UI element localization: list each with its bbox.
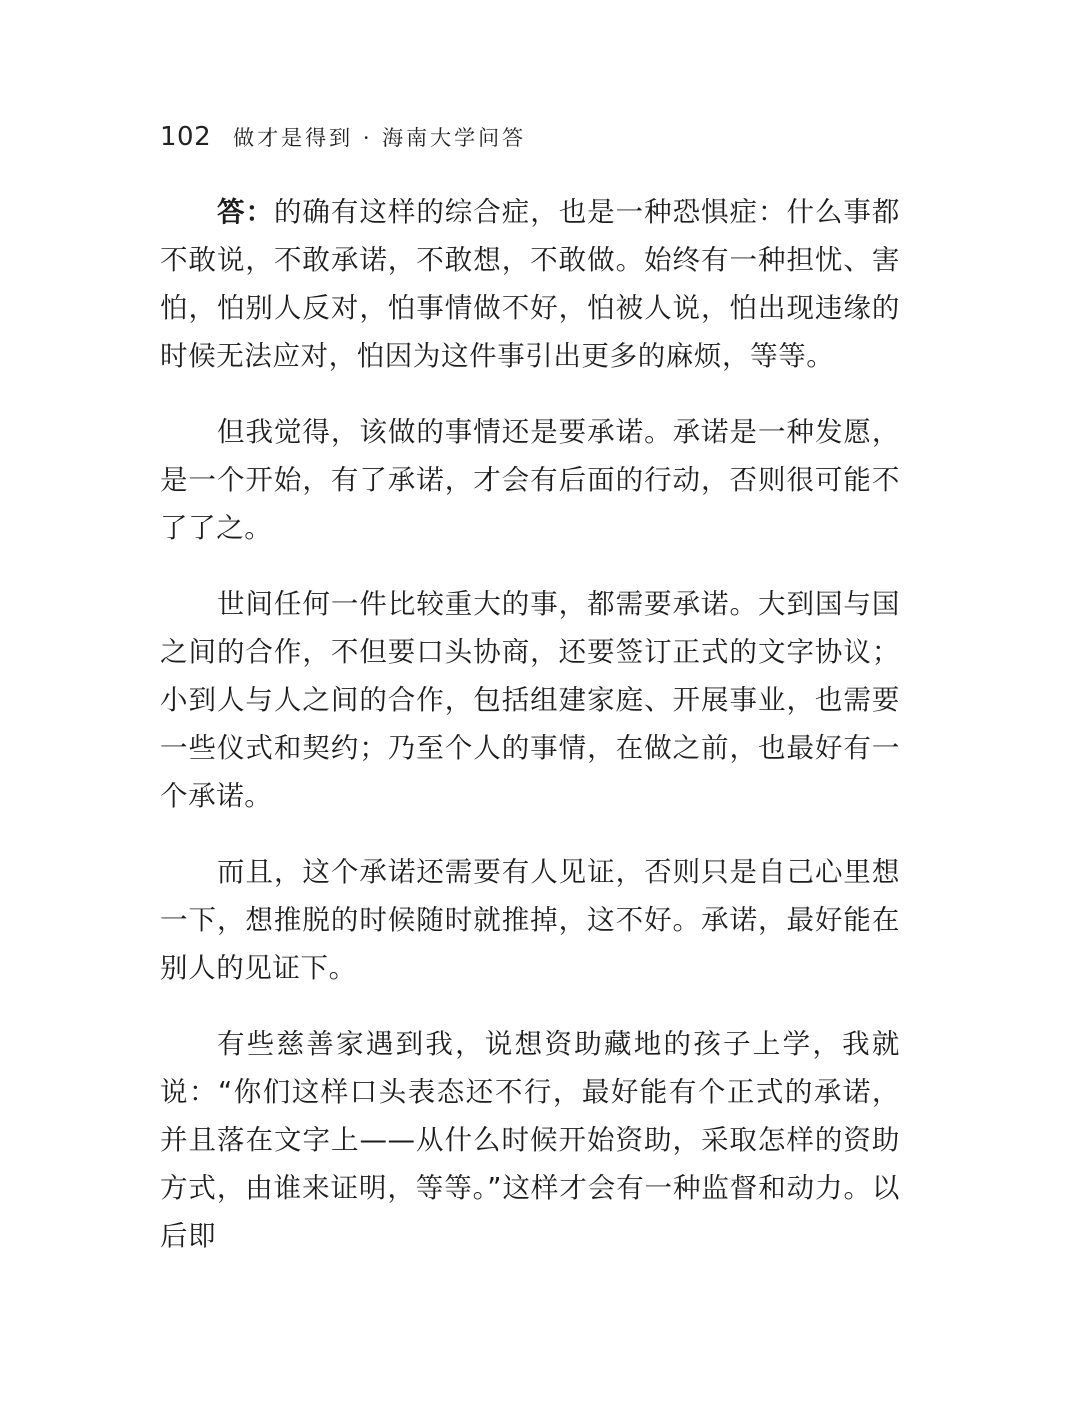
paragraph-4: 而且，这个承诺还需要有人见证，否则只是自己心里想一下，想推脱的时候随时就推掉，这不好。承诺，最好能在别人的见证下。 [160, 856, 900, 984]
body-text [160, 188, 900, 1288]
paragraph-3: 世间任何一件比较重大的事，都需要承诺。大到国与国之间的合作，不但要口头协商，还要签订正式的文字协议；小到人与人之间的合作，包括组建家庭、开展事业，也需要一些仪式和契约；乃至个人的事情，在做之前，也最好有一个承诺。 [160, 588, 900, 812]
answer-mark: 答： [217, 196, 274, 228]
running-title: 做才是得到 · 海南大学问答 [233, 126, 527, 150]
paragraph-1 [160, 188, 900, 380]
page-header [160, 122, 526, 158]
page-number: 102 [160, 122, 212, 152]
paragraph-1-text: 的确有这样的综合症，也是一种恐惧症：什么事都不敢说，不敢承诺，不敢想，不敢做。始终有一种担忧、害怕，怕别人反对，怕事情做不好，怕被人说，怕出现违缘的时候无法应对，怕因为这件事引出更多的麻烦，等等。 [160, 196, 900, 372]
paragraph-2: 但我觉得，该做的事情还是要承诺。承诺是一种发愿，是一个开始，有了承诺，才会有后面的行动，否则很可能不了了之。 [160, 416, 900, 544]
paragraph-5: 有些慈善家遇到我，说想资助藏地的孩子上学，我就说：“你们这样口头表态还不行，最好能有个正式的承诺，并且落在文字上——从什么时候开始资助，采取怎样的资助方式，由谁来证明，等等。”这样才会有一种监督和动力。以后即 [160, 1028, 900, 1252]
